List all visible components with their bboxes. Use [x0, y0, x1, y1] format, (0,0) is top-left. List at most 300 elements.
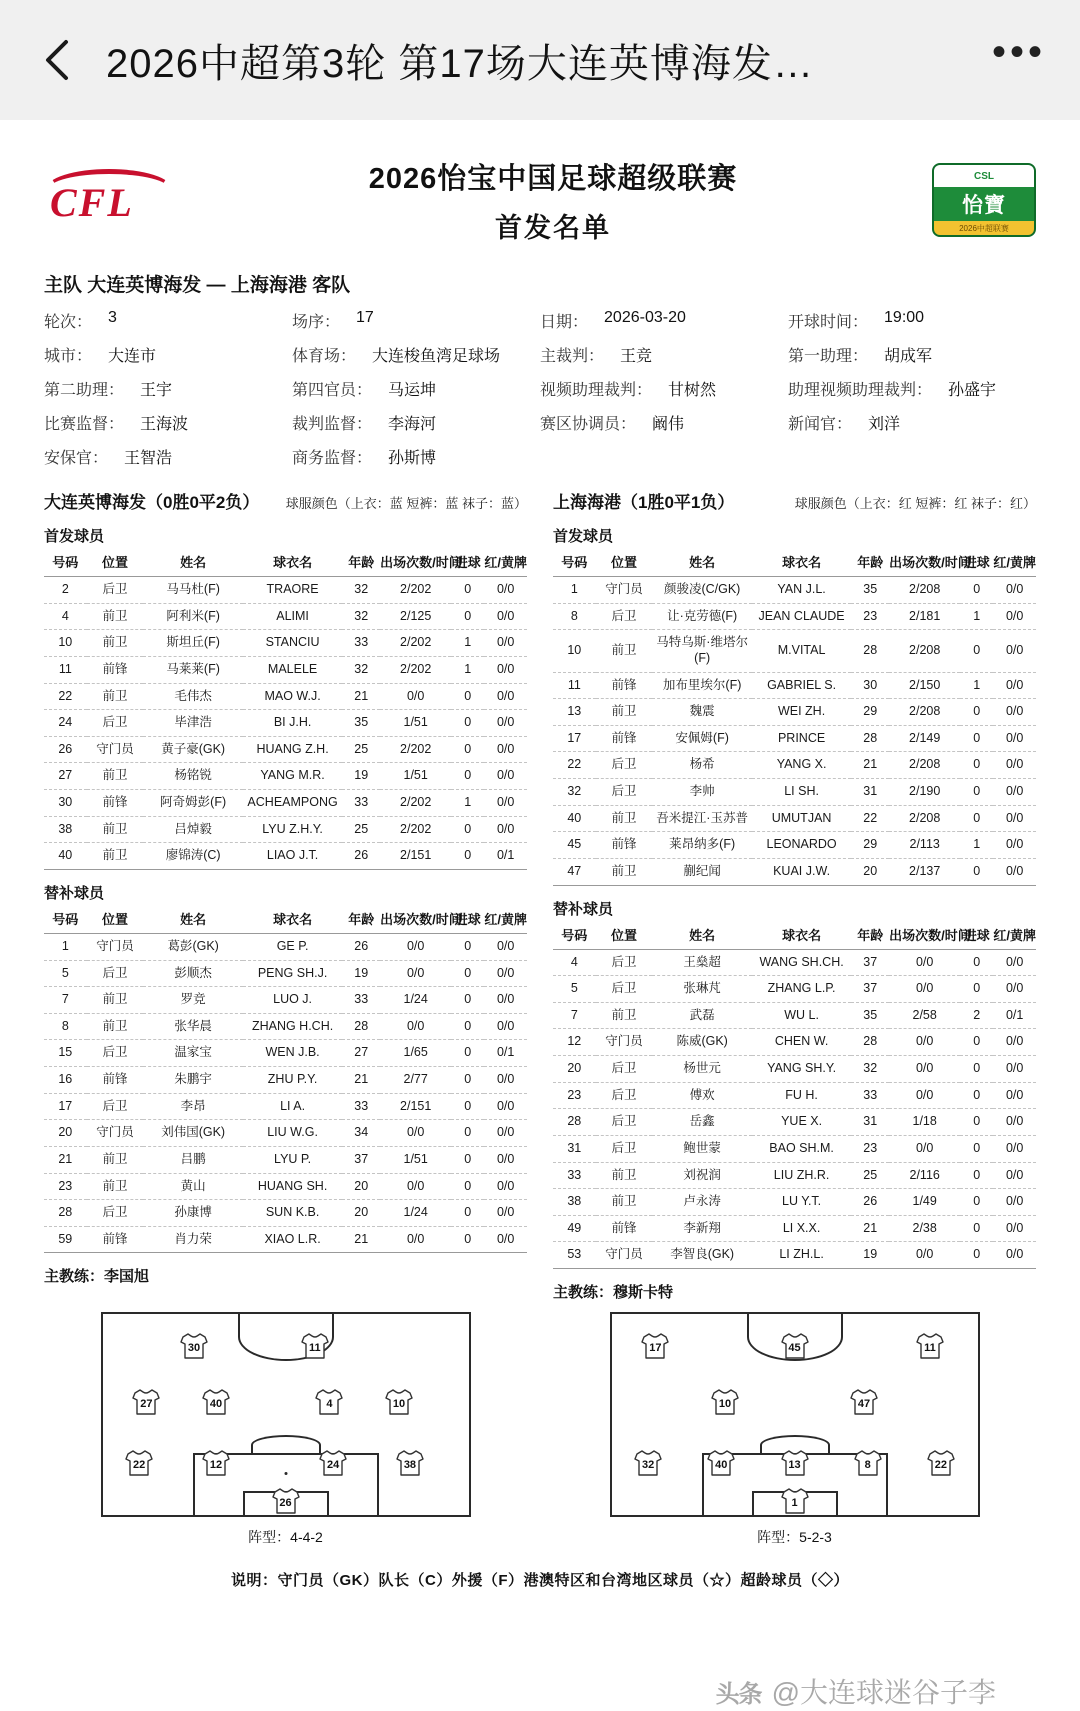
table-cell: 1/49 — [889, 1189, 960, 1216]
table-cell: 后卫 — [596, 1109, 653, 1136]
info-value: 阚伟 — [652, 416, 685, 433]
table-cell: 0/0 — [484, 603, 527, 630]
table-cell: 后卫 — [596, 1056, 653, 1083]
table-cell: XIAO L.R. — [243, 1226, 342, 1253]
info-label: 城市： — [44, 348, 93, 365]
table-cell: 7 — [44, 987, 87, 1014]
sheet-header — [44, 152, 1036, 248]
table-cell: 葛彭(GK) — [143, 933, 242, 960]
table-cell: MALELE — [243, 656, 342, 683]
back-icon[interactable] — [34, 37, 80, 83]
shirt-number: 13 — [788, 1458, 801, 1471]
info-cell — [292, 309, 540, 332]
table-cell: 13 — [553, 699, 596, 726]
table-cell: 前卫 — [596, 699, 653, 726]
info-label: 第四官员： — [292, 382, 373, 399]
table-cell: 26 — [342, 843, 380, 870]
table-cell: 0/0 — [380, 1173, 451, 1200]
table-cell: 前锋 — [596, 1215, 653, 1242]
table-cell: 后卫 — [596, 1082, 653, 1109]
table-cell: JEAN CLAUDE — [752, 603, 851, 630]
table-cell: 2/125 — [380, 603, 451, 630]
table-cell: 0 — [451, 1200, 484, 1227]
table-cell: 李智良(GK) — [652, 1242, 751, 1269]
table-cell: 0/0 — [993, 805, 1036, 832]
info-value: 王竞 — [620, 348, 653, 365]
table-cell: 22 — [553, 752, 596, 779]
table-cell: 2/208 — [889, 805, 960, 832]
table-row — [44, 603, 527, 630]
table-cell: 后卫 — [87, 960, 144, 987]
pitch-shirt-icon — [316, 1450, 350, 1480]
table-cell: 31 — [553, 1135, 596, 1162]
home-team-name: 大连英博海发（0胜0平2负） — [44, 493, 260, 512]
table-cell: 前锋 — [596, 832, 653, 859]
table-row — [44, 1040, 527, 1067]
table-cell: 魏震 — [652, 699, 751, 726]
table-cell: 19 — [342, 960, 380, 987]
table-cell: 23 — [851, 1135, 889, 1162]
column-header: 出场次数/时间 — [380, 549, 451, 577]
table-cell: HUANG Z.H. — [243, 736, 342, 763]
table-cell: 彭顺杰 — [143, 960, 242, 987]
pitch-shirt-icon — [913, 1333, 947, 1363]
shirt-number: 26 — [279, 1496, 292, 1509]
table-cell: 11 — [44, 656, 87, 683]
table-cell: 32 — [553, 779, 596, 806]
away-team-head — [553, 488, 1036, 513]
table-cell: 38 — [44, 816, 87, 843]
table-row — [553, 1135, 1036, 1162]
home-subs-table — [44, 906, 527, 1254]
table-cell: 15 — [44, 1040, 87, 1067]
table-cell: 0 — [451, 816, 484, 843]
table-cell: 0/1 — [484, 843, 527, 870]
table-cell: 4 — [44, 603, 87, 630]
shirt-number: 47 — [857, 1398, 871, 1411]
table-cell: 0/0 — [993, 672, 1036, 699]
table-cell: 0/0 — [484, 1226, 527, 1253]
shirt-number: 27 — [140, 1398, 153, 1411]
table-cell: 0/0 — [993, 1162, 1036, 1189]
shirt-number: 11 — [308, 1342, 321, 1355]
table-cell: 阿奇姆彭(F) — [143, 790, 242, 817]
info-cell — [44, 377, 292, 400]
table-cell: 前卫 — [596, 858, 653, 885]
table-cell: 2/202 — [380, 630, 451, 657]
table-row — [553, 1215, 1036, 1242]
pitch-shirt-icon — [129, 1389, 163, 1419]
table-cell: 1 — [553, 577, 596, 604]
table-cell: 刘祝润 — [652, 1162, 751, 1189]
column-header: 号码 — [553, 549, 596, 577]
table-cell: 守门员 — [87, 933, 144, 960]
table-cell: 加布里埃尔(F) — [652, 672, 751, 699]
table-row — [44, 683, 527, 710]
table-cell: HUANG SH. — [243, 1173, 342, 1200]
table-row — [553, 858, 1036, 885]
table-cell: 马莱莱(F) — [143, 656, 242, 683]
table-cell: 0/0 — [993, 699, 1036, 726]
table-cell: 0/0 — [484, 816, 527, 843]
table-cell: 0/0 — [484, 630, 527, 657]
table-cell: 2/208 — [889, 699, 960, 726]
table-cell: 0 — [960, 1082, 993, 1109]
info-label: 赛区协调员： — [540, 416, 637, 433]
table-cell: 0 — [451, 987, 484, 1014]
table-cell: GE P. — [243, 933, 342, 960]
table-cell: 1 — [960, 603, 993, 630]
table-cell: 1 — [960, 672, 993, 699]
table-cell: 0 — [451, 933, 484, 960]
table-cell: 后卫 — [87, 710, 144, 737]
table-cell: 0/0 — [993, 603, 1036, 630]
info-value: 孙斯博 — [388, 450, 437, 467]
table-cell: 2 — [960, 1002, 993, 1029]
column-header: 红/黄牌 — [484, 906, 527, 934]
pitch-shirt-icon — [199, 1389, 233, 1419]
column-header: 红/黄牌 — [484, 549, 527, 577]
table-cell: 0/0 — [993, 577, 1036, 604]
table-cell: 0/0 — [484, 736, 527, 763]
info-cell — [540, 377, 788, 400]
table-cell: 21 — [851, 1215, 889, 1242]
table-cell: LUO J. — [243, 987, 342, 1014]
table-cell: 0/0 — [889, 1056, 960, 1083]
away-formation-column — [553, 1312, 1036, 1547]
table-cell: 前卫 — [596, 805, 653, 832]
table-cell: 47 — [553, 858, 596, 885]
column-header: 进球 — [451, 906, 484, 934]
table-cell: 0/0 — [484, 1093, 527, 1120]
table-cell: 2/181 — [889, 603, 960, 630]
table-cell: 35 — [851, 577, 889, 604]
table-cell: 后卫 — [87, 1093, 144, 1120]
table-cell: 前卫 — [87, 1173, 144, 1200]
table-cell: 59 — [44, 1226, 87, 1253]
table-cell: 前卫 — [87, 603, 144, 630]
table-cell: 后卫 — [596, 1135, 653, 1162]
pitch-shirt-icon — [778, 1450, 812, 1480]
column-header: 进球 — [451, 549, 484, 577]
table-cell: 29 — [851, 699, 889, 726]
table-row — [553, 832, 1036, 859]
table-cell: LYU P. — [243, 1146, 342, 1173]
info-label: 第一助理： — [788, 348, 869, 365]
table-cell: 0/0 — [993, 858, 1036, 885]
table-cell: LYU Z.H.Y. — [243, 816, 342, 843]
table-cell: 33 — [851, 1082, 889, 1109]
table-cell: 前卫 — [87, 630, 144, 657]
table-cell: 0/0 — [484, 683, 527, 710]
info-label: 开球时间： — [788, 314, 869, 331]
pitch-shirt-icon — [393, 1450, 427, 1480]
table-cell: GABRIEL S. — [752, 672, 851, 699]
table-row — [553, 1082, 1036, 1109]
table-cell: 40 — [553, 805, 596, 832]
table-cell: 孙康博 — [143, 1200, 242, 1227]
table-cell: 19 — [851, 1242, 889, 1269]
table-cell: 0/0 — [484, 1067, 527, 1094]
table-cell: 0 — [451, 577, 484, 604]
table-cell: 0/0 — [484, 710, 527, 737]
table-cell: 毛伟杰 — [143, 683, 242, 710]
table-cell: 20 — [342, 1173, 380, 1200]
table-cell: 黄山 — [143, 1173, 242, 1200]
pitch-shirt-icon — [269, 1488, 303, 1518]
pitch-shirt-icon — [177, 1333, 211, 1363]
table-cell: 前锋 — [87, 1226, 144, 1253]
table-row — [44, 1146, 527, 1173]
table-cell: 0 — [451, 1120, 484, 1147]
table-row — [44, 1013, 527, 1040]
table-cell: 0 — [960, 725, 993, 752]
table-cell: YAN J.L. — [752, 577, 851, 604]
table-cell: 2/208 — [889, 752, 960, 779]
table-cell: 0/0 — [484, 933, 527, 960]
table-cell: 1/24 — [380, 987, 451, 1014]
table-cell: 0/0 — [484, 577, 527, 604]
info-label: 日期： — [540, 314, 589, 331]
table-cell: 0 — [451, 710, 484, 737]
column-header: 红/黄牌 — [993, 922, 1036, 950]
table-row — [44, 1120, 527, 1147]
table-cell: 前锋 — [596, 725, 653, 752]
pitch-shirt-icon — [312, 1389, 346, 1419]
info-cell — [788, 377, 1036, 400]
team-columns — [44, 488, 1036, 1302]
table-cell: 0/0 — [993, 1082, 1036, 1109]
shirt-number: 10 — [392, 1398, 406, 1411]
table-cell: 0/0 — [380, 683, 451, 710]
table-cell: 0 — [960, 1242, 993, 1269]
table-cell: 53 — [553, 1242, 596, 1269]
info-label: 裁判监督： — [292, 416, 373, 433]
table-cell: 0/0 — [484, 1120, 527, 1147]
info-value: 2026-03-20 — [604, 309, 686, 326]
info-cell — [292, 377, 540, 400]
table-cell: 1/24 — [380, 1200, 451, 1227]
table-row — [553, 752, 1036, 779]
legend-text: 说明：守门员（GK）队长（C）外援（F）港澳特区和台湾地区球员（☆）超龄球员（◇） — [231, 1572, 849, 1589]
info-value: 甘树然 — [668, 382, 717, 399]
table-cell: 守门员 — [596, 1242, 653, 1269]
info-cell — [44, 343, 292, 366]
table-cell: 0/0 — [993, 1242, 1036, 1269]
table-cell: 莱昂纳多(F) — [652, 832, 751, 859]
table-cell: 前卫 — [87, 987, 144, 1014]
table-cell: 前卫 — [596, 630, 653, 672]
column-header: 出场次数/时间 — [889, 549, 960, 577]
table-cell: 0/0 — [993, 1109, 1036, 1136]
table-row — [553, 779, 1036, 806]
table-row — [553, 630, 1036, 672]
table-cell: 33 — [342, 790, 380, 817]
table-cell: 2/116 — [889, 1162, 960, 1189]
table-row — [553, 725, 1036, 752]
table-cell: 0/0 — [993, 1056, 1036, 1083]
table-cell: 后卫 — [596, 949, 653, 976]
table-cell: 21 — [851, 752, 889, 779]
table-header-row — [553, 922, 1036, 950]
shirt-number: 38 — [403, 1458, 417, 1471]
table-cell: 前锋 — [87, 790, 144, 817]
shirt-number: 22 — [934, 1458, 948, 1471]
table-cell: 0 — [960, 577, 993, 604]
table-cell: 29 — [851, 832, 889, 859]
table-cell: ZHANG L.P. — [752, 976, 851, 1003]
table-row — [553, 805, 1036, 832]
home-formation-label: 阵型：4-4-2 — [248, 1529, 323, 1545]
table-cell: 前卫 — [596, 1189, 653, 1216]
column-header: 年龄 — [342, 906, 380, 934]
info-label: 比赛监督： — [44, 416, 125, 433]
table-cell: 11 — [553, 672, 596, 699]
table-cell: 朱鹏宇 — [143, 1067, 242, 1094]
table-row — [553, 1002, 1036, 1029]
table-cell: LI SH. — [752, 779, 851, 806]
table-cell: 32 — [342, 577, 380, 604]
table-cell: 0 — [960, 1189, 993, 1216]
table-cell: 34 — [342, 1120, 380, 1147]
table-cell: 10 — [44, 630, 87, 657]
more-horizontal-icon[interactable]: ••• — [991, 30, 1046, 74]
table-cell: 27 — [342, 1040, 380, 1067]
pitch-shirt-icon — [847, 1389, 881, 1419]
table-cell: WEI ZH. — [752, 699, 851, 726]
table-cell: 0/0 — [993, 976, 1036, 1003]
table-cell: 20 — [553, 1056, 596, 1083]
table-row — [553, 1162, 1036, 1189]
info-label: 场序： — [292, 314, 341, 331]
table-cell: 0 — [960, 949, 993, 976]
shirt-number: 12 — [209, 1458, 223, 1471]
table-cell: 32 — [342, 603, 380, 630]
page-title: 2026中超第3轮 第17场大连英博海发… — [106, 41, 814, 86]
table-cell: 马特乌斯·维塔尔(F) — [652, 630, 751, 672]
column-header: 位置 — [87, 549, 144, 577]
competition-title: 2026怡宝中国足球超级联赛 — [368, 162, 738, 195]
table-row — [553, 1189, 1036, 1216]
table-row — [44, 816, 527, 843]
away-subs-table — [553, 922, 1036, 1270]
table-cell: 2/208 — [889, 577, 960, 604]
away-kit-colors: 球服颜色（上衣：红 短裤：红 袜子：红） — [794, 496, 1036, 511]
away-team-name: 上海海港（1胜0平1负） — [553, 493, 735, 512]
table-cell: 21 — [342, 1067, 380, 1094]
table-cell: 0 — [451, 1093, 484, 1120]
table-cell: 后卫 — [87, 577, 144, 604]
table-cell: 1 — [451, 630, 484, 657]
table-row — [44, 656, 527, 683]
away-subs-label: 替补球员 — [553, 900, 614, 918]
table-cell: 1/65 — [380, 1040, 451, 1067]
info-cell — [292, 343, 540, 366]
table-cell: 0/0 — [380, 960, 451, 987]
column-header: 年龄 — [851, 922, 889, 950]
table-cell: 肖力荣 — [143, 1226, 242, 1253]
table-cell: 23 — [851, 603, 889, 630]
table-header-row — [553, 549, 1036, 577]
table-row — [553, 672, 1036, 699]
table-cell: 前锋 — [596, 672, 653, 699]
table-cell: 2/202 — [380, 656, 451, 683]
away-pitch — [610, 1312, 980, 1517]
table-cell: YANG M.R. — [243, 763, 342, 790]
table-cell: 前卫 — [87, 763, 144, 790]
info-value: 王宇 — [140, 382, 173, 399]
pitch-shirt-icon — [122, 1450, 156, 1480]
table-cell: 24 — [44, 710, 87, 737]
table-cell: 5 — [44, 960, 87, 987]
table-cell: 0/0 — [484, 1146, 527, 1173]
table-cell: 21 — [342, 683, 380, 710]
table-cell: 1 — [44, 933, 87, 960]
table-cell: 0 — [960, 858, 993, 885]
table-cell: 0/0 — [484, 1200, 527, 1227]
table-cell: 21 — [342, 1226, 380, 1253]
pitch-shirt-icon — [778, 1333, 812, 1363]
table-cell: 后卫 — [596, 779, 653, 806]
table-cell: 2/202 — [380, 577, 451, 604]
table-cell: 李昂 — [143, 1093, 242, 1120]
info-cell — [44, 411, 292, 434]
column-header: 进球 — [960, 549, 993, 577]
table-cell: 0 — [960, 805, 993, 832]
info-label: 体育场： — [292, 348, 357, 365]
table-cell: LI ZH.L. — [752, 1242, 851, 1269]
table-cell: 2/58 — [889, 1002, 960, 1029]
table-cell: ACHEAMPONG — [243, 790, 342, 817]
table-row — [44, 1093, 527, 1120]
table-cell: 守门员 — [596, 1029, 653, 1056]
column-header: 姓名 — [652, 549, 751, 577]
table-cell: 斯坦丘(F) — [143, 630, 242, 657]
lineup-sheet — [0, 120, 1080, 1708]
table-cell: 40 — [44, 843, 87, 870]
pitch-shirt-icon — [708, 1389, 742, 1419]
table-row — [553, 577, 1036, 604]
table-cell: 32 — [851, 1056, 889, 1083]
info-value: 大连梭鱼湾足球场 — [372, 348, 501, 365]
table-cell: 鲍世蒙 — [652, 1135, 751, 1162]
table-cell: 张琳芃 — [652, 976, 751, 1003]
column-header: 位置 — [596, 922, 653, 950]
table-cell: 1/18 — [889, 1109, 960, 1136]
table-cell: 0 — [451, 1040, 484, 1067]
table-cell: 前卫 — [87, 816, 144, 843]
table-cell: 2/151 — [380, 843, 451, 870]
table-cell: 0/0 — [993, 949, 1036, 976]
table-cell: 0 — [960, 1215, 993, 1242]
matchup-line: 主队 大连英博海发 — 上海海港 客队 — [44, 275, 351, 296]
table-cell: 26 — [44, 736, 87, 763]
table-cell: 0/0 — [993, 832, 1036, 859]
table-cell: 28 — [851, 1029, 889, 1056]
shirt-number: 24 — [326, 1458, 340, 1471]
table-cell: ALIMI — [243, 603, 342, 630]
table-cell: 后卫 — [87, 1200, 144, 1227]
table-cell: 37 — [851, 976, 889, 1003]
table-cell: 22 — [851, 805, 889, 832]
table-cell: 2/137 — [889, 858, 960, 885]
table-row — [553, 1242, 1036, 1269]
table-cell: 卢永涛 — [652, 1189, 751, 1216]
home-subs-label: 替补球员 — [44, 884, 105, 902]
away-coach: 主教练：穆斯卡特 — [553, 1284, 674, 1301]
away-subs-body — [553, 949, 1036, 1269]
table-cell: 毕津浩 — [143, 710, 242, 737]
